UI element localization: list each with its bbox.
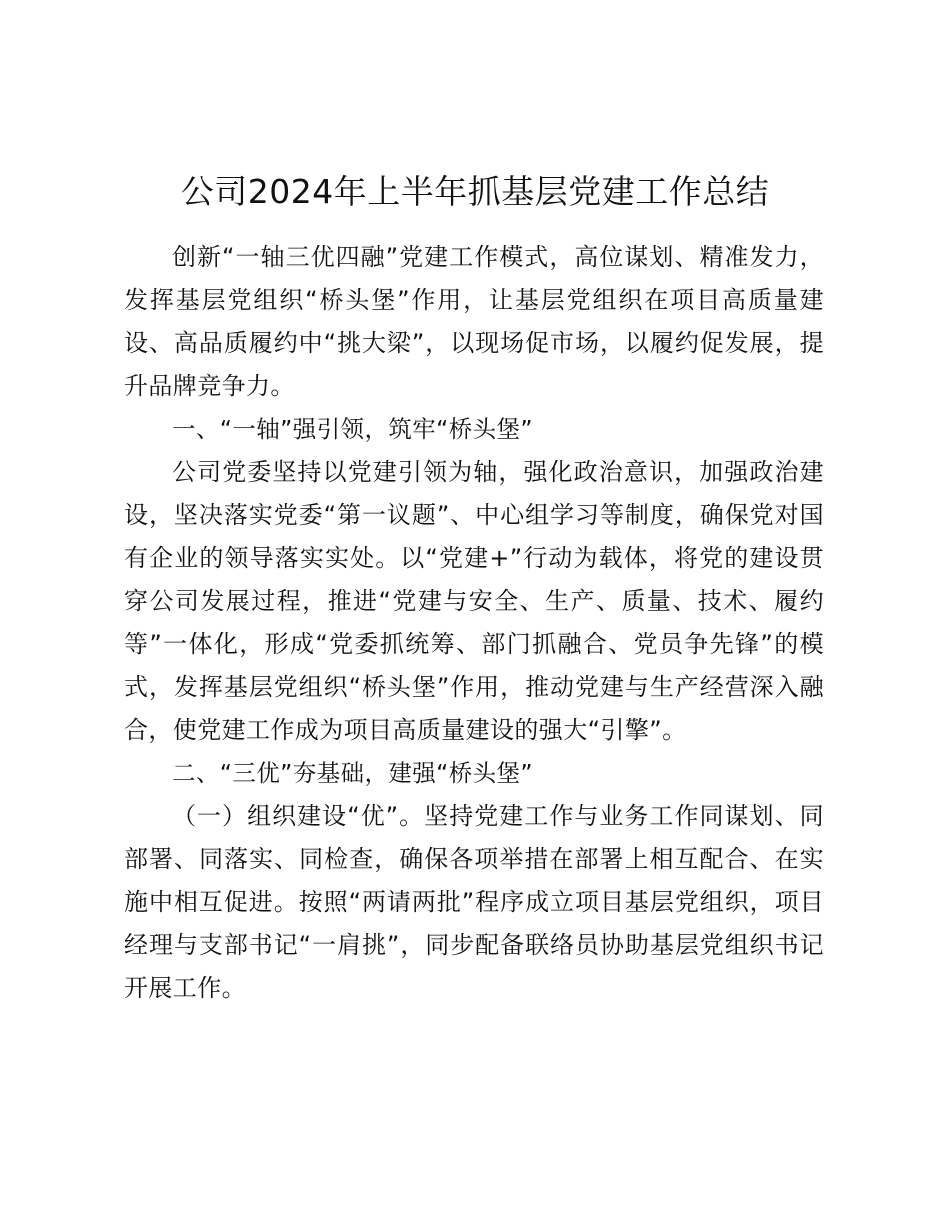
section-1-paragraph: 公司党委坚持以党建引领为轴，强化政治意识，加强政治建设，坚决落实党委“第一议题”、中心组学习等制度，确保党对国有企业的领导落实实处。以“党建+”行动为载体，将党的建设贯穿公司发展过程，推进“党建与安全、生产、质量、技术、履约等”一体化，形成“党委抓统筹、部门抓融合、党员争先锋”的模式，发挥基层党组织“桥头堡”作用，推动党建与生产经营深入融合，使党建工作成为项目高质量建设的强大“引擎”。 [124,458,824,744]
section-2-paragraph: （一）组织建设“优”。坚持党建工作与业务工作同谋划、同部署、同落实、同检查，确保各项举措在部署上相互配合、在实施中相互促进。按照“两请两批”程序成立项目基层党组织，项目经理与支部书记“一肩挑”，同步配备联络员协助基层党组织书记开展工作。 [124,802,824,1002]
document-title: 公司2024年上半年抓基层党建工作总结 [180,172,770,211]
section-heading-2: 二、“三优”夯基础，建强“桥头堡” [172,759,533,787]
section-heading-1: 一、“一轴”强引领，筑牢“桥头堡” [172,415,533,443]
intro-paragraph: 创新“一轴三优四融”党建工作模式，高位谋划、精准发力，发挥基层党组织“桥头堡”作用，让基层党组织在项目高质量建设、高品质履约中“挑大梁”，以现场促市场，以履约促发展，提升品牌竞争力。 [124,243,824,400]
document-body [124,236,824,1010]
